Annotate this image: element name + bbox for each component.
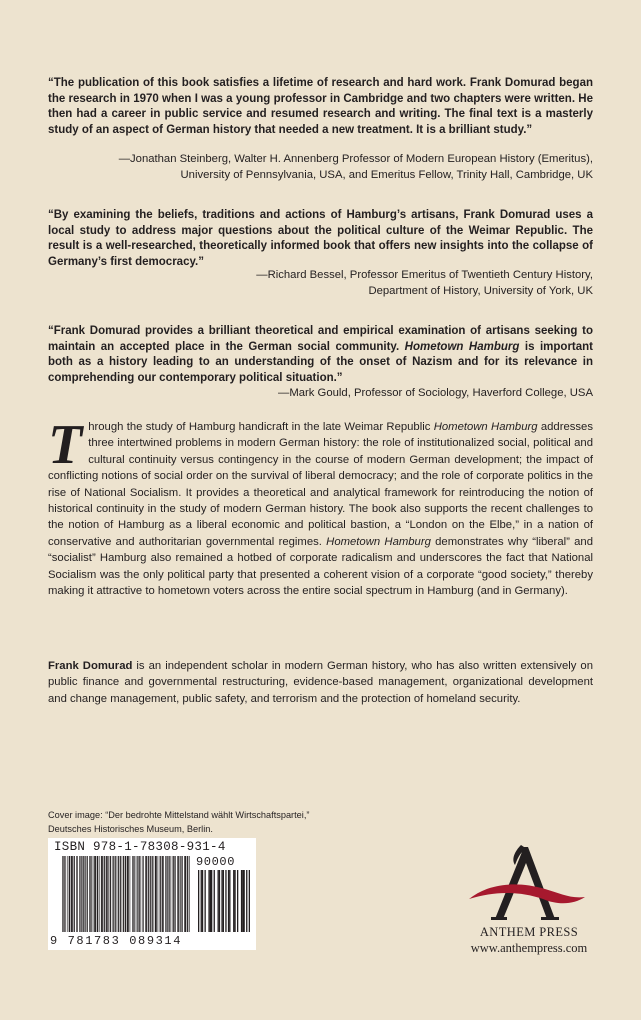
barcode-bar bbox=[107, 856, 108, 932]
barcode-bar bbox=[93, 856, 94, 932]
attribution-line: —Jonathan Steinberg, Walter H. Annenberg Professor of Modern European History (Emeritus), bbox=[118, 153, 593, 165]
barcode-bar bbox=[70, 856, 71, 932]
endorsement-attribution-1 bbox=[48, 152, 593, 183]
barcode-bar bbox=[188, 856, 189, 932]
barcode-bar bbox=[117, 856, 118, 932]
barcode-bar bbox=[106, 856, 107, 932]
barcode-bar bbox=[142, 856, 143, 932]
barcode-bar bbox=[81, 856, 82, 932]
barcode-addon-bar bbox=[214, 870, 215, 932]
cover-image-credit bbox=[48, 809, 408, 836]
barcode-addon-bar bbox=[201, 870, 202, 932]
quote-text: “The publication of this book satisfies a lifetime of research and hard work. Frank Domurad began the research in 1970 when I was a young professor in Cambridge and two chapters were written. He then had a career in public service and resumed research and writing. The final text is a masterly study of an aspect of German history that needed a new treatment. It is a brilliant study.” bbox=[48, 77, 593, 136]
barcode-bar bbox=[160, 856, 161, 932]
barcode-bar bbox=[125, 856, 126, 932]
book-title-italic: Hometown Hamburg bbox=[326, 535, 431, 548]
barcode-bar bbox=[134, 856, 135, 932]
barcode-bar bbox=[155, 856, 156, 932]
description-text: hrough the study of Hamburg handicraft in the late Weimar Republic bbox=[88, 421, 434, 433]
barcode-bar bbox=[150, 856, 151, 932]
barcode-addon-bar bbox=[228, 870, 229, 932]
barcode-bar bbox=[125, 856, 126, 932]
barcode-bar bbox=[69, 856, 70, 932]
barcode-bar bbox=[148, 856, 149, 932]
barcode-bar bbox=[186, 856, 187, 932]
barcode-bar bbox=[137, 856, 138, 932]
barcode-bar bbox=[163, 856, 164, 932]
barcode-bar bbox=[156, 856, 157, 932]
description-text: demonstrates why “liberal” and “socialist” Hamburg also remained a hotbed of corporate radicalism and underscores the fact that National Socialism was the only political party that presented a coherent vision of a corporate “good society,” thereby making it attractive to hometown voters across the entire social spectrum in Hamburg (and in Germany). bbox=[48, 535, 593, 598]
barcode-bar bbox=[102, 856, 103, 932]
barcode-bar bbox=[180, 856, 181, 932]
barcode-bar bbox=[156, 856, 157, 932]
barcode-bar bbox=[130, 856, 131, 932]
barcode-bar bbox=[113, 856, 114, 932]
barcode-addon-bar bbox=[246, 870, 247, 932]
quote-text: “By examining the beliefs, traditions and actions of Hamburg’s artisans, Frank Domurad uses a local study to address major questions about the political culture of the Weimar Republic. The result is a well-researched, theoretically informed book that offers new insights into the collapse of Germany’s first democracy.” bbox=[48, 209, 593, 268]
barcode-bar bbox=[133, 856, 134, 932]
price-addon-number: 90000 bbox=[196, 855, 236, 869]
quote-text-part: “Frank Domurad provides a brilliant theoretical and empirical examination of artisans seeking to maintain an accepted place in the German social community. bbox=[48, 325, 593, 353]
publisher-name: ANTHEM PRESS bbox=[479, 925, 579, 939]
barcode-addon-bar bbox=[237, 870, 238, 932]
quote-text-part: is important both as a history leading to an understanding of the onset of Nazism and for its relevance in comprehending our contemporary political situation.” bbox=[48, 340, 593, 384]
barcode-bar bbox=[149, 856, 150, 932]
barcode-bar bbox=[79, 856, 80, 932]
barcode-bar bbox=[99, 856, 100, 932]
barcode-bar bbox=[173, 856, 174, 932]
barcode-bar bbox=[94, 856, 95, 932]
barcode-bar bbox=[145, 856, 146, 932]
barcode-bar bbox=[123, 856, 124, 932]
barcode-addon-bar bbox=[210, 870, 211, 932]
barcode-bar bbox=[166, 856, 167, 932]
barcode-bar bbox=[151, 856, 152, 932]
barcode-bar bbox=[85, 856, 86, 932]
barcode-bar bbox=[95, 856, 96, 932]
barcode-addon-bar bbox=[229, 870, 230, 932]
barcode-addon-bar bbox=[249, 870, 250, 932]
barcode-bar bbox=[74, 856, 75, 932]
book-description bbox=[48, 414, 593, 599]
barcode-addon-bar bbox=[219, 870, 220, 932]
barcode-bar bbox=[118, 856, 119, 932]
book-title-italic: Hometown Hamburg bbox=[433, 421, 538, 433]
barcode-bar bbox=[178, 856, 179, 932]
barcode-bar bbox=[147, 856, 148, 932]
barcode-bar bbox=[89, 856, 90, 932]
barcode-bar bbox=[165, 856, 166, 932]
barcode-bar bbox=[177, 856, 178, 932]
attribution-line: University of Pennsylvania, USA, and Emeritus Fellow, Trinity Hall, Cambridge, UK bbox=[180, 168, 593, 181]
barcode-bar bbox=[138, 856, 139, 932]
barcode-addon-bar bbox=[244, 870, 245, 932]
barcode-bar bbox=[65, 856, 66, 932]
attribution-line: —Mark Gould, Professor of Sociology, Haverford College, USA bbox=[278, 387, 593, 399]
barcode-bar bbox=[152, 856, 153, 932]
barcode-bar bbox=[182, 856, 183, 932]
barcode-bar bbox=[115, 856, 116, 932]
isbn-barcode bbox=[48, 838, 256, 950]
barcode-bar bbox=[128, 856, 129, 932]
barcode-bar bbox=[91, 856, 92, 932]
barcode-bar bbox=[90, 856, 91, 932]
barcode-bar bbox=[136, 856, 137, 932]
description-text: addresses three intertwined problems in modern German history: the role of institutionalized social, political and cultural continuity versus contingency in the course of modern German development; the impact of conflicting notions of social order on the survival of liberal democracy; and the role of corporate politics in the rise of National Socialism. It provides a theoretical and analytical framework for reintroducing the notion of historical continuity in the study of modern German history. The book also supports the recent challenges to the notion of Hamburg as a liberal economic and political bastion, a “London on the Elbe,” in a nation of conservative and authoritarian governmental regimes. bbox=[48, 421, 593, 548]
barcode-bar bbox=[127, 856, 128, 932]
barcode-bar bbox=[108, 856, 109, 932]
barcode-bar bbox=[187, 856, 188, 932]
barcode-addon-bar bbox=[218, 870, 219, 932]
barcode-bar bbox=[173, 856, 174, 932]
barcode-addon-bar bbox=[241, 870, 242, 932]
barcode-bar bbox=[143, 856, 144, 932]
barcode-bar bbox=[168, 856, 169, 932]
author-name: Frank Domurad bbox=[48, 660, 133, 672]
barcode-addon-bar bbox=[223, 870, 224, 932]
barcode-bar bbox=[153, 856, 154, 932]
barcode-bar bbox=[84, 856, 85, 932]
quote-text bbox=[48, 324, 593, 386]
barcode-bar bbox=[64, 856, 65, 932]
barcode-bar bbox=[95, 856, 96, 932]
barcode-bar bbox=[63, 856, 64, 932]
barcode-bar bbox=[74, 856, 75, 932]
barcode-bar bbox=[179, 856, 180, 932]
barcode-bar bbox=[146, 856, 147, 932]
barcode-bar bbox=[115, 856, 116, 932]
barcode-bar bbox=[72, 856, 73, 932]
barcode-bar bbox=[185, 856, 186, 932]
author-bio bbox=[48, 658, 593, 707]
isbn-number: ISBN 978-1-78308-931-4 bbox=[54, 840, 226, 854]
endorsement-quote-3 bbox=[48, 324, 593, 386]
barcode-bar bbox=[97, 856, 98, 932]
barcode-bar bbox=[87, 856, 88, 932]
barcode-bar bbox=[62, 856, 63, 932]
credit-line: Cover image: “Der bedrohte Mittelstand wählt Wirtschaftspartei,” bbox=[48, 810, 310, 820]
barcode-bar bbox=[72, 856, 73, 932]
endorsement-attribution-2 bbox=[48, 268, 593, 299]
barcode-bar bbox=[132, 856, 133, 932]
barcode-bar bbox=[101, 856, 102, 932]
barcode-bar bbox=[158, 856, 159, 932]
barcode-bar bbox=[162, 856, 163, 932]
barcode-bar bbox=[82, 856, 83, 932]
barcode-bar bbox=[113, 856, 114, 932]
barcode-bar bbox=[140, 856, 141, 932]
barcode-bar bbox=[104, 856, 105, 932]
barcode-bar bbox=[123, 856, 124, 932]
barcode-addon-bar bbox=[225, 870, 226, 932]
barcode-bar bbox=[128, 856, 129, 932]
barcode-bar bbox=[102, 856, 103, 932]
barcode-addon-bar bbox=[234, 870, 235, 932]
barcode-bar bbox=[67, 856, 68, 932]
barcode-digits: 9 781783 089314 bbox=[50, 934, 183, 948]
publisher-url: www.anthempress.com bbox=[470, 941, 588, 955]
endorsement-attribution-3 bbox=[48, 386, 593, 402]
publisher-block bbox=[440, 924, 618, 956]
barcode-bar bbox=[189, 856, 190, 932]
barcode-addon-bar bbox=[211, 870, 212, 932]
barcode-addon-bar bbox=[198, 870, 199, 932]
barcode-bar bbox=[110, 856, 111, 932]
credit-line: Deutsches Historisches Museum, Berlin. bbox=[48, 823, 213, 834]
barcode-bar bbox=[110, 856, 111, 932]
barcode-addon-bar bbox=[242, 870, 243, 932]
barcode-bar bbox=[120, 856, 121, 932]
attribution-line: Department of History, University of York, UK bbox=[368, 284, 593, 297]
barcode-bar bbox=[167, 856, 168, 932]
barcode-bar bbox=[76, 856, 77, 932]
barcode-bar bbox=[87, 856, 88, 932]
endorsement-quote-1 bbox=[48, 76, 593, 138]
barcode-addon-bar bbox=[205, 870, 206, 932]
book-title-italic: Hometown Hamburg bbox=[404, 340, 520, 353]
attribution-line: —Richard Bessel, Professor Emeritus of Twentieth Century History, bbox=[256, 269, 593, 281]
barcode-bar bbox=[174, 856, 175, 932]
barcode-bar bbox=[169, 856, 170, 932]
drop-cap: T bbox=[48, 414, 83, 476]
barcode-addon-bar bbox=[202, 870, 203, 932]
barcode-bar bbox=[184, 856, 185, 932]
barcode-addon-bar bbox=[208, 870, 209, 932]
barcode-addon-bar bbox=[233, 870, 234, 932]
barcode-bar bbox=[119, 856, 120, 932]
barcode-bar bbox=[97, 856, 98, 932]
barcode-bar bbox=[171, 856, 172, 932]
barcode-bar bbox=[104, 856, 105, 932]
barcode-bar bbox=[181, 856, 182, 932]
barcode-bar bbox=[121, 856, 122, 932]
barcode-bar bbox=[71, 856, 72, 932]
endorsement-quote-2 bbox=[48, 208, 593, 270]
barcode-bar bbox=[80, 856, 81, 932]
bio-text: is an independent scholar in modern German history, who has also written extensively on public finance and governmental restructuring, evidence-based management, organizational development and change management, public safety, and terrorism and the protection of homeland security. bbox=[48, 660, 593, 705]
barcode-bar bbox=[106, 856, 107, 932]
barcode-bar bbox=[175, 856, 176, 932]
barcode-bar bbox=[139, 856, 140, 932]
barcode-addon-bar bbox=[221, 870, 222, 932]
barcode-bar bbox=[162, 856, 163, 932]
barcode-bar bbox=[83, 856, 84, 932]
barcode-bar bbox=[160, 856, 161, 932]
barcode-bar bbox=[77, 856, 78, 932]
